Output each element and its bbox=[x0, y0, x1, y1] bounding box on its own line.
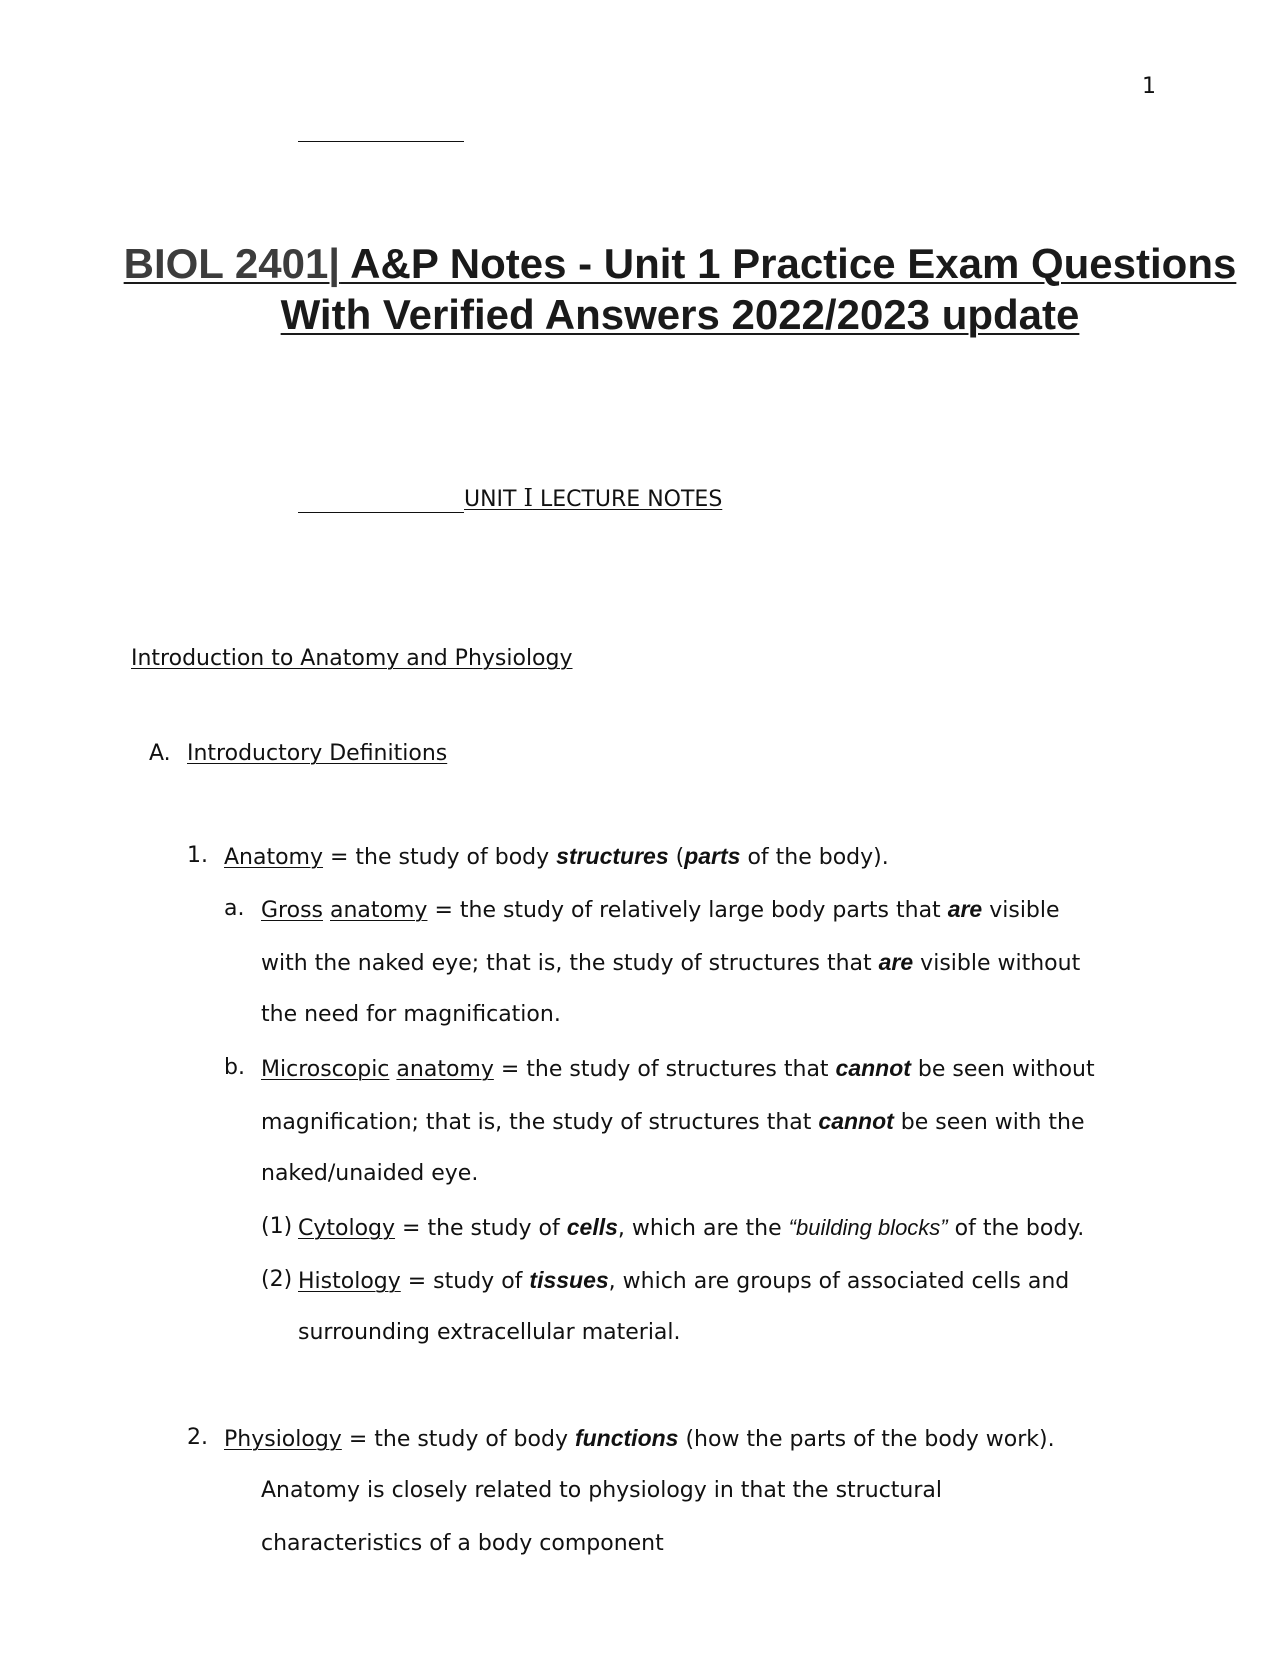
item-1a-text: visible bbox=[982, 898, 1060, 923]
item-1-text: ( bbox=[668, 845, 685, 870]
emphasis-are: are bbox=[878, 949, 914, 975]
item-1b2-marker: (2) bbox=[261, 1267, 293, 1292]
page-number: 1 bbox=[1142, 74, 1156, 99]
item-1b1-text: of the body. bbox=[947, 1216, 1085, 1241]
term-microscopic: Microscopic bbox=[261, 1057, 390, 1082]
item-2-line-3: characteristics of a body component bbox=[261, 1531, 664, 1556]
quote-building-blocks: “building blocks” bbox=[788, 1215, 948, 1240]
item-1a-line-1 bbox=[261, 896, 1060, 923]
item-1b-text: magnification; that is, the study of structures that bbox=[261, 1110, 819, 1135]
top-rule-line bbox=[298, 141, 464, 142]
term-physiology: Physiology bbox=[224, 1427, 342, 1452]
item-2-line-2: Anatomy is closely related to physiology in that the structural bbox=[261, 1478, 942, 1503]
term-cytology: Cytology bbox=[298, 1216, 396, 1241]
emphasis-structures: structures bbox=[556, 843, 669, 869]
item-1-anatomy bbox=[224, 843, 889, 870]
course-code: BIOL 2401| bbox=[123, 240, 341, 287]
unit-heading-roman: I bbox=[523, 484, 533, 512]
term-histology: Histology bbox=[298, 1269, 401, 1294]
item-1b-text: be seen with the bbox=[893, 1110, 1085, 1135]
item-1b2-text: = study of bbox=[400, 1269, 530, 1294]
item-1-text: of the body). bbox=[740, 845, 889, 870]
item-1b-line-1 bbox=[261, 1055, 1095, 1082]
item-1b1-cytology bbox=[298, 1214, 1084, 1241]
item-1b2-text: , which are groups of associated cells and bbox=[608, 1269, 1070, 1294]
unit-heading bbox=[464, 484, 722, 512]
document-title-line-2: With Verified Answers 2022/2023 update bbox=[280, 291, 1080, 338]
item-1a-line-2 bbox=[261, 949, 1080, 976]
item-1-text: = the study of body bbox=[323, 845, 557, 870]
item-1b-text: = the study of structures that bbox=[493, 1057, 836, 1082]
section-heading: Introduction to Anatomy and Physiology bbox=[131, 646, 573, 671]
item-1b-line-3: naked/unaided eye. bbox=[261, 1161, 479, 1186]
item-1a-text: = the study of relatively large body parts that bbox=[427, 898, 948, 923]
item-2-physiology bbox=[224, 1425, 1055, 1452]
item-1b1-marker: (1) bbox=[261, 1214, 293, 1239]
emphasis-tissues: tissues bbox=[529, 1267, 609, 1293]
subsection-heading: Introductory Definitions bbox=[187, 741, 448, 766]
unit-heading-post: LECTURE NOTES bbox=[532, 487, 723, 512]
term-gross: Gross bbox=[261, 898, 323, 923]
item-1a-line-3: the need for magnification. bbox=[261, 1002, 561, 1027]
document-title-line-1 bbox=[0, 240, 1280, 288]
term-anatomy: anatomy bbox=[396, 1057, 494, 1082]
item-1-marker: 1. bbox=[187, 843, 208, 868]
item-2-text: (how the parts of the body work). bbox=[678, 1427, 1055, 1452]
item-1b1-text: , which are the bbox=[617, 1216, 789, 1241]
item-1a-marker: a. bbox=[224, 896, 245, 921]
emphasis-cannot: cannot bbox=[818, 1108, 894, 1134]
item-1b-marker: b. bbox=[224, 1055, 245, 1080]
emphasis-functions: functions bbox=[574, 1425, 679, 1451]
item-1a-text: visible without bbox=[913, 951, 1081, 976]
item-1a-text: with the naked eye; that is, the study of structures that bbox=[261, 951, 879, 976]
item-2-marker: 2. bbox=[187, 1425, 208, 1450]
subsection-marker: A. bbox=[149, 741, 171, 766]
item-1b-text: be seen without bbox=[910, 1057, 1095, 1082]
item-1b2-histology bbox=[298, 1267, 1069, 1294]
item-1b-line-2 bbox=[261, 1108, 1085, 1135]
unit-heading-pre: UNIT bbox=[464, 487, 524, 512]
item-2-text: = the study of body bbox=[341, 1427, 575, 1452]
term-anatomy: Anatomy bbox=[224, 845, 324, 870]
emphasis-cannot: cannot bbox=[835, 1055, 911, 1081]
emphasis-are: are bbox=[947, 896, 983, 922]
unit-rule-line bbox=[298, 512, 464, 513]
title-text: A&P Notes - Unit 1 Practice Exam Questions bbox=[340, 240, 1237, 287]
emphasis-parts: parts bbox=[684, 843, 741, 869]
term-anatomy: anatomy bbox=[330, 898, 428, 923]
item-1b1-text: = the study of bbox=[395, 1216, 567, 1241]
emphasis-cells: cells bbox=[566, 1214, 618, 1240]
item-1b2-line-2: surrounding extracellular material. bbox=[298, 1320, 681, 1345]
